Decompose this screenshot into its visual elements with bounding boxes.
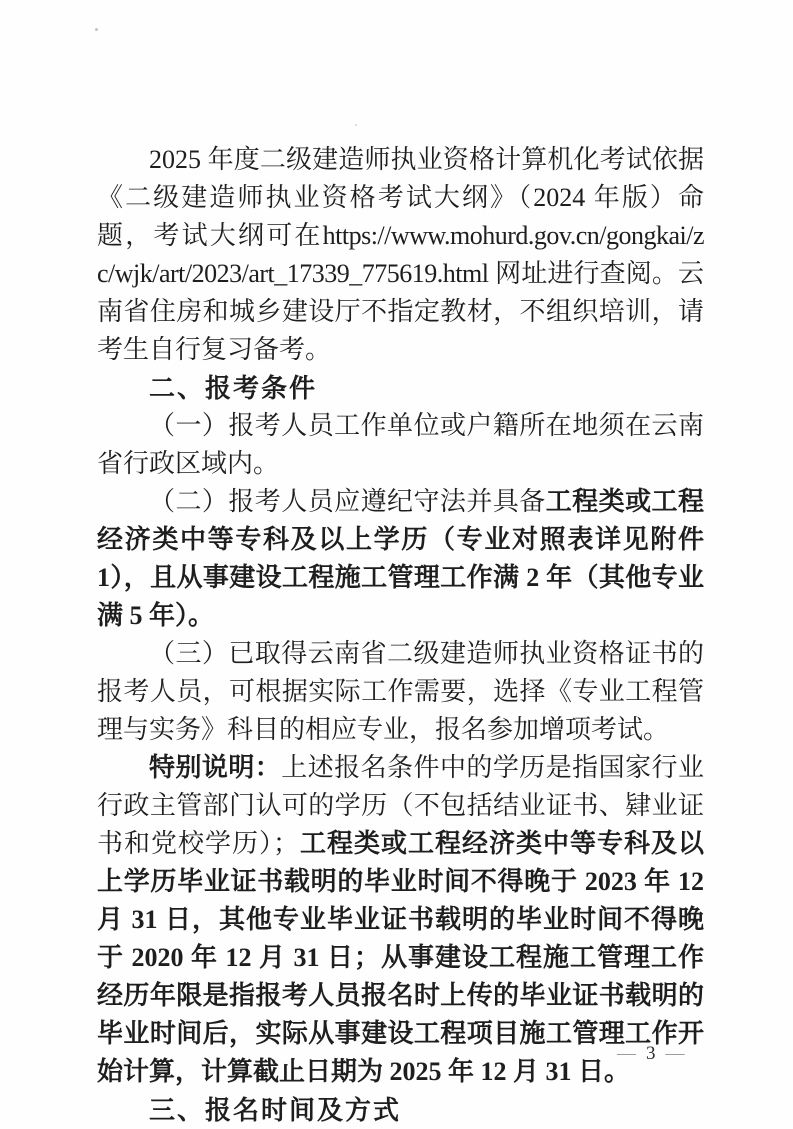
paragraph-special-note xyxy=(97,749,704,1091)
intro-text-before-url: 2025 年度二级建造师执业资格计算机化考试依据《二级建造师执业资格考试大纲》（2024 年版）命题，考试大纲可在 xyxy=(97,145,704,250)
page-number: 3 xyxy=(646,1043,656,1064)
footer-dash-left: — xyxy=(617,1044,636,1063)
special-note-regular-text: 上述报名条件中的学历是指国家行业行政主管部门认可的学历（不包括结业证书、肄业证书和党校学历）； xyxy=(97,753,704,858)
document-body xyxy=(97,141,704,1129)
paragraph-intro xyxy=(97,141,704,369)
section-heading-requirements xyxy=(97,369,704,407)
scan-speck xyxy=(355,124,357,126)
condition-3-text: （三）已取得云南省二级建造师执业资格证书的报考人员，可根据实际工作需要，选择《专业工程管理与实务》科目的相应专业，报名参加增项考试。 xyxy=(97,639,704,744)
section-heading-registration xyxy=(97,1091,704,1129)
section-heading-requirements-label: 二、报考条件 xyxy=(149,373,318,403)
footer-dash-right: — xyxy=(665,1044,685,1063)
exam-syllabus-url: https://www.mohurd.gov.cn/gongkai/zc/wjk/art/2023/art_17339_775619.html xyxy=(97,221,704,288)
paragraph-condition-3 xyxy=(97,635,704,749)
condition-1-text: （一）报考人员工作单位或户籍所在地须在云南省行政区域内。 xyxy=(97,411,704,478)
condition-2-emphasis-text: 工程类或工程经济类中等专科及以上学历（专业对照表详见附件 1），且从事建设工程施工管理工作满 2 年（其他专业满 5 年）。 xyxy=(97,487,704,630)
paragraph-condition-2 xyxy=(97,483,704,635)
special-note-emphasis-text: 工程类或工程经济类中等专科及以上学历毕业证书载明的毕业时间不得晚于 2023 年 12 月 31 日，其他专业毕业证书载明的毕业时间不得晚于 2020 年 12 月 31 日；从事建设工程施工管理工作经历年限是指报考人员报名时上传的毕业证书载明的毕业时间后，实际从事建设工程项目施工管理工作开始计算，计算截止日期为 2025 年 12 月 31 日。 xyxy=(97,829,704,1086)
page-footer xyxy=(617,1043,685,1065)
scan-speck xyxy=(95,28,98,31)
special-note-label: 特别说明： xyxy=(149,753,282,782)
paragraph-condition-1 xyxy=(97,407,704,483)
condition-2-lead-text: （二）报考人员应遵纪守法并具备 xyxy=(149,487,546,516)
intro-text-after-url: 网址进行查阅。云南省住房和城乡建设厅不指定教材，不组织培训，请考生自行复习备考。 xyxy=(97,259,704,364)
section-heading-registration-label: 三、报名时间及方式 xyxy=(149,1095,402,1125)
